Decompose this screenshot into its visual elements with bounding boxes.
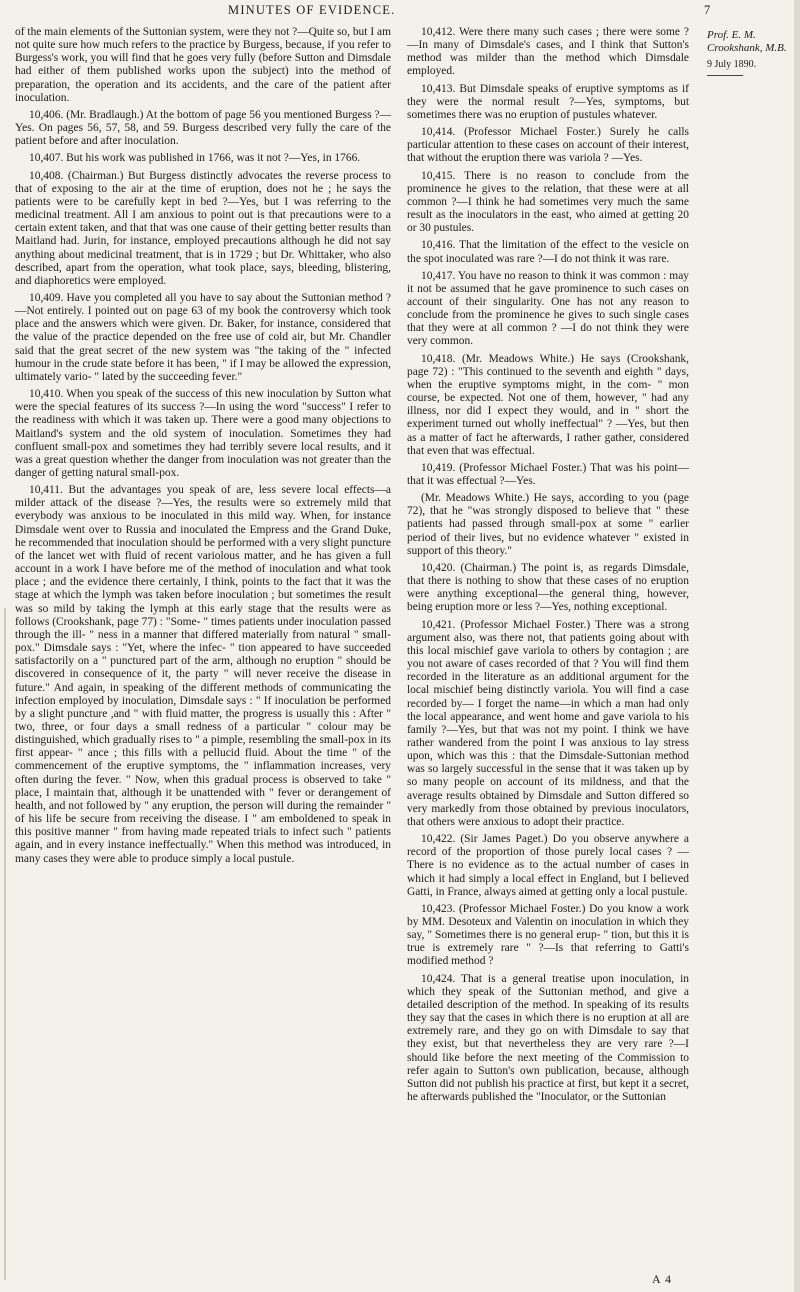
question-10415: 10,415. There is no reason to conclude from the prominence he gives to the relation, that these were at all common ?—I think he had sometimes very much the same result as the inoculators in the east, who aimed at getting 20 or 30 pustules. xyxy=(407,169,689,235)
question-10406: 10,406. (Mr. Bradlaugh.) At the bottom of page 56 you mentioned Burgess ?—Yes. On pages 56, 57, 58, and 59. Burgess described very fully the care of the patient before and after inoculation. xyxy=(15,108,391,148)
question-10419: 10,419. (Professor Michael Foster.) That was his point—that it was effectual ?—Yes. xyxy=(407,461,689,487)
right-column xyxy=(407,26,689,1108)
question-10420: 10,420. (Chairman.) The point is, as regards Dimsdale, that there is nothing to show that these cases of no eruption were anything exceptional—the general thing, however, being eruption more or less ?—Yes, nothing exceptional. xyxy=(407,561,689,614)
question-10413: 10,413. But Dimsdale speaks of eruptive symptoms as if they were the normal result ?—Yes, symptoms, but sometimes there was no eruption of pustules whatever. xyxy=(407,82,689,121)
interjection-meadows-white: (Mr. Meadows White.) He says, according to you (page 72), that he "was strongly disposed to believe that " these patients had passed through small-pox at some " earlier period of their lives, but no evidence whatever " existed in support of this theory." xyxy=(407,492,689,557)
question-10423: 10,423. (Professor Michael Foster.) Do you know a work by MM. Desoteux and Valentin on inoculation in which they say, " Sometimes there is no general erup- " tion, but this it is true is extremely rare " ?—Is that referring to Gatti's modified method ? xyxy=(407,902,689,968)
margin-note xyxy=(707,29,787,76)
question-10418: 10,418. (Mr. Meadows White.) He says (Crookshank, page 72) : "This continued to the seventh and eighth " days, when the eruptive symptoms might, in the com- " mon course, be expected. Not one of them, however, " had any illness, nor did I expect they would, and in " short the experiment turned out wholly ineffectual" ? —Yes, but then as a matter of fact he afterwards, I rather gather, considered that even that was effectual. xyxy=(407,352,689,457)
signature-mark: A 4 xyxy=(652,1272,673,1286)
question-10409: 10,409. Have you completed all you have to say about the Suttonian method ?—Not entirely. I pointed out on page 63 of my book the controversy which took place and the answers which were given. Dr. Baker, for instance, considered that the value of the practice depended on the free use of cold air, but Mr. Chandler said that the great secret of the new system was "the taking of the " infected humour in the crude state before it has been, " if I may be allowed the expression, ultimately vario- " lated by the succeeding fever." xyxy=(15,291,391,383)
question-10414: 10,414. (Professor Michael Foster.) Surely he calls particular attention to these cases on account of their interest, that without the eruption there was variola ? —Yes. xyxy=(407,126,689,165)
witness-name: Prof. E. M. Crookshank, M.B. xyxy=(707,29,787,54)
header-title: MINUTES OF EVIDENCE. xyxy=(228,3,396,17)
question-10416: 10,416. That the limitation of the effect to the vesicle on the spot inoculated was rare ?—I do not think it was rare. xyxy=(407,239,689,265)
question-10421: 10,421. (Professor Michael Foster.) There was a strong argument also, was there not, that patients going about with this local mischief gave variola to others by contagion ; are you not aware of cases recorded of that ? You will find them recorded in the literature as an additional argument for the local mischief being distinctly variola. You will find a case recorded by— I forget the name—in which a man had only the local appearance, and went home and gave variola to his family ?—Yes, but that was not my point. I think we have rather wandered from the point I was anxious to lay stress upon, which was this : that the Dimsdale-Suttonian method was so largely successful in the sense that it was taken up by so many people on account of its mildness, and that the average results obtained by Dimsdale and Sutton differed so very markedly from those obtained by previous inoculators, that others were anxious to adopt their practice. xyxy=(407,618,689,828)
question-10407: 10,407. But his work was published in 1766, was it not ?—Yes, in 1766. xyxy=(29,152,361,165)
question-10411: 10,411. But the advantages you speak of are, less severe local effects—a milder attack of the disease ?—Yes, the results were so extremely mild that everybody was anxious to be inoculated in this mild way. When, for instance Dimsdale went over to Russia and inoculated the Empress and the Grand Duke, he recommended that inoculation should be performed with a very slight puncture of the lancet wet with fluid of recent variolous matter, and he has given a full account in a work I have before me of the method of inoculation and what took place ; and the evidence there certainly, I think, points to the fact that it was the stage at which the lymph was taken before inoculation ; but sometimes the result was so mild by taking the lymph at this early stage that the results were as follows (Crookshank, page 77) : "Some- " times patients under inoculation passed through the ill- " ness in a manner that differed materially from natural " small-pox." Dimsdale says : "Yet, where the infec- " tion appeared to have succeeded satisfactorily on a " punctured part of the arm, although no eruption " should be discovered in consequence of it, the party " will never receive the disease in future." And again, in speaking of the different methods of communicating the infection employed by inoculation, Dimsdale says : " If inoculation be performed by a slight puncture ,and " with fluid matter, the progress is usually this : After " two, three, or four days a small redness of a particular " colour may be distinguished, which gradually rises to " a pimple, resembling the small-pox in its first appear- " ance ; this fills with a pellucid fluid. About the time " of the commencement of the eruptive symptoms, the " inflammation increases, very often during the fever. " Now, when this gradual process is observed to take " place, I maintain that, although it be unattended with " fever or derangement of health, and not followed by " any eruption, the person will during the remainder " of his life be secure from receiving the disease. I " am emboldened to speak in this positive manner " from having made repeated trials to infect such " patients again, and in every instance ineffectually." When this method was introduced, in many cases they were able to produce simply a local pustule. xyxy=(15,484,391,865)
page-edge-shadow xyxy=(794,0,800,1292)
question-10424: 10,424. That is a general treatise upon inoculation, in which they speak of the Suttonian method, and give a detailed description of the method. In speaking of its results they say that the cases in which there is no eruption at all are extremely rare, and they go on with Dimsdale to say that they exist, but that nevertheless they are very rare ?—I should like before the next meeting of the Commission to refer again to Sutton's own publication, because, although Sutton did not publish his practice at first, but kept it a secret, he afterwards published the "Inoculator, or the Suttonian xyxy=(407,972,689,1104)
question-10408: 10,408. (Chairman.) But Burgess distinctly advocates the reverse process to that of exposing to the air at the time of eruption, does not he ; he says the patients were to be carefully kept in bed ?—Yes, but I was referring to the medicinal treatment. All I am anxious to point out is that precautions were to a certain extent taken, and that that was one cause of their getting better results than Maitland had. Jurin, for instance, employed precautions although he did not say anything about medicinal treatment, that is in 1729 ; but Dr. Whittaker, who also described, apart from the operation, what took place, says, bleeding, blistering, and diaphoretics were employed. xyxy=(15,169,391,287)
session-date: 9 July 1890. xyxy=(707,59,757,70)
question-10422: 10,422. (Sir James Paget.) Do you observe anywhere a record of the proportion of those purely local cases ? —There is no evidence as to the actual number of cases in which it had simply a local effect in England, but I believed Gatti, in France, always aimed at getting only a local pustule. xyxy=(407,833,689,898)
question-10417: 10,417. You have no reason to think it was common : may it not be assumed that he gave prominence to such cases on account of their singularity. One has not any reason to conclude from the prominence he gives to such single cases that they were at all common ? —I do not think they were very common. xyxy=(407,269,689,348)
question-10412: 10,412. Were there many such cases ; there were some ?—In many of Dimsdale's cases, and I think that Sutton's method was milder than the method which Dimsdale employed. xyxy=(407,26,689,78)
question-10410: 10,410. When you speak of the success of this new inoculation by Sutton what were the special features of its success ?—In using the word "success" I refer to the readiness with which it was taken up. There were a good many objections to Maitland's system and the old system of inoculation. Sometimes they had confluent small-pox and sometimes they had terribly severe local results, and it was a great question whether the danger from inoculation was not greater than the danger of getting natural small-pox. xyxy=(15,388,391,479)
page-gutter-shadow xyxy=(4,608,6,1280)
running-header xyxy=(0,3,800,23)
page-number: 7 xyxy=(704,3,712,17)
left-column xyxy=(15,26,391,870)
paragraph-continued: of the main elements of the Suttonian system, were they not ?—Quite so, but I am not quite sure how much refers to the practice by Burgess, because, if you refer to Burgess's work, you will find that he goes very fully (before Sutton and Dimsdale had either of them published works upon the subject) into the method of preparation, the operation and its accidents, and the care of the patient after inoculation. xyxy=(15,26,391,104)
margin-rule xyxy=(707,75,743,76)
